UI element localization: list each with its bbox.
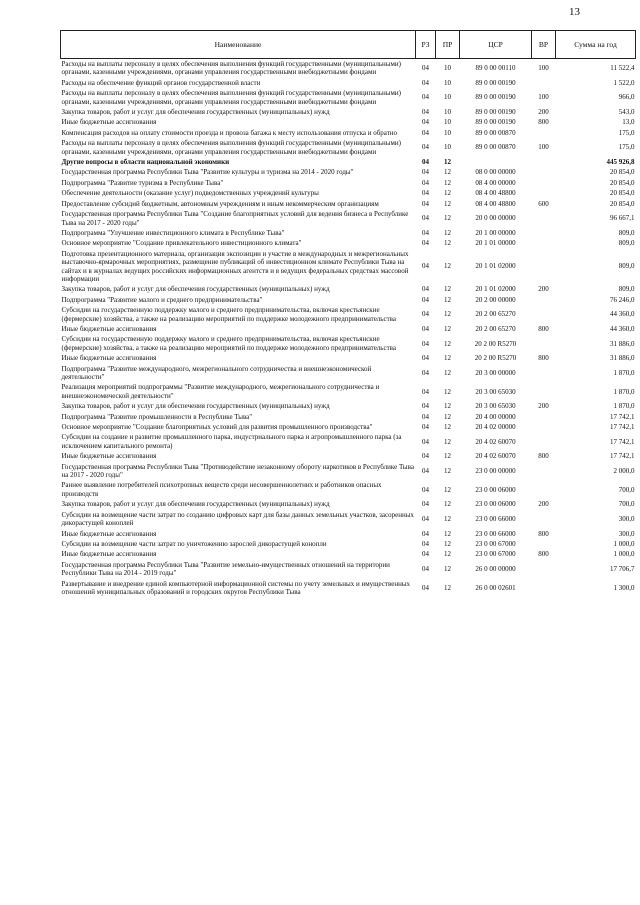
row-sum: 1 000,0 bbox=[613, 539, 635, 548]
row-pr: 12 bbox=[444, 529, 451, 538]
row-sum: 20 854,0 bbox=[610, 199, 635, 208]
row-vr: 200 bbox=[538, 285, 549, 294]
table-row bbox=[61, 117, 636, 127]
row-vr bbox=[532, 432, 556, 451]
table-row bbox=[61, 353, 636, 363]
row-csr: 08 4 00 00000 bbox=[475, 178, 516, 187]
row-rz: 04 bbox=[422, 178, 429, 187]
row-sum: 1 870,0 bbox=[613, 368, 635, 377]
row-pr: 12 bbox=[444, 412, 451, 421]
row-name: Расходы на выплаты персоналу в целях обеспечения выполнения функций государственными (муниципальными) органами, казенными учреждениями, органами управления государственными внебюджетными фондами bbox=[61, 60, 402, 77]
row-name: Государственная программа Республики Тыва "Развитие культуры и туризма на 2014 - 2020 годы" bbox=[61, 168, 354, 177]
row-vr: 800 bbox=[538, 354, 549, 363]
row-name: Подпрограмма "Улучшение инвестиционного климата в Республике Тыва" bbox=[61, 228, 285, 237]
table-row bbox=[61, 480, 636, 499]
row-csr: 20 3 00 00000 bbox=[475, 368, 516, 377]
row-csr: 26 0 00 00000 bbox=[475, 564, 516, 573]
row-vr bbox=[532, 157, 556, 167]
row-name: Расходы на выплаты персоналу в целях обеспечения выполнения функций государственными (муниципальными) органами, казенными учреждениями, органами управления государственными внебюджетными фондами bbox=[61, 89, 402, 106]
row-pr: 12 bbox=[444, 514, 451, 523]
row-rz: 04 bbox=[422, 128, 429, 137]
row-csr: 23 0 00 66000 bbox=[475, 529, 516, 538]
row-csr: 20 1 00 00000 bbox=[475, 228, 516, 237]
row-pr: 12 bbox=[444, 437, 451, 446]
row-name: Субсидии на государственную поддержку малого и среднего предпринимательства, включая крестьянские (фермерские) хозяйства, а также на реализацию мероприятий по поддержке молодежного предпринимательства bbox=[61, 306, 396, 323]
row-sum: 17 742,1 bbox=[610, 412, 635, 421]
row-sum: 20 854,0 bbox=[610, 178, 635, 187]
row-name: Подпрограмма "Развитие туризма в Республике Тыва" bbox=[61, 178, 224, 187]
row-sum: 17 742,1 bbox=[610, 423, 635, 432]
row-pr: 12 bbox=[444, 239, 451, 248]
row-name: Иные бюджетные ассигнования bbox=[61, 354, 157, 363]
row-csr: 23 0 00 06000 bbox=[475, 500, 516, 509]
table-header-row bbox=[61, 31, 636, 59]
row-csr bbox=[460, 157, 532, 167]
row-name: Иные бюджетные ассигнования bbox=[61, 529, 157, 538]
row-pr: 12 bbox=[444, 387, 451, 396]
row-rz: 04 bbox=[422, 423, 429, 432]
table-row bbox=[61, 412, 636, 422]
row-vr bbox=[532, 334, 556, 353]
row-vr bbox=[532, 128, 556, 138]
table-row bbox=[61, 209, 636, 228]
row-csr: 20 2 00 R5270 bbox=[474, 339, 517, 348]
row-csr: 20 1 01 02000 bbox=[475, 285, 516, 294]
row-name: Субсидии на возмещение части затрат по уничтожению зарослей дикорастущей конопли bbox=[61, 539, 327, 548]
row-rz: 04 bbox=[422, 368, 429, 377]
table-row bbox=[61, 107, 636, 117]
row-pr: 12 bbox=[444, 262, 451, 271]
row-vr bbox=[532, 209, 556, 228]
row-sum: 17 742,1 bbox=[610, 452, 635, 461]
row-pr: 10 bbox=[444, 78, 451, 87]
row-csr: 20 4 02 60070 bbox=[475, 452, 516, 461]
row-sum: 966,0 bbox=[618, 93, 635, 102]
row-name: Субсидии на возмещение части затрат по созданию цифровых карт для базы данных земельных участков, засоренных дикорастущей коноплей bbox=[61, 510, 414, 528]
col-header-vr: ВР bbox=[532, 31, 556, 59]
row-name: Государственная программа Республики Тыва "Создание благоприятных условий для ведения бизнеса в Республике Тыва на 2017 - 2020 годы" bbox=[61, 210, 409, 227]
row-sum: 300,0 bbox=[618, 529, 635, 538]
row-sum: 2 000,0 bbox=[613, 466, 635, 475]
row-csr: 89 0 00 00870 bbox=[475, 143, 516, 152]
row-vr bbox=[532, 228, 556, 238]
row-pr: 12 bbox=[444, 178, 451, 187]
table-row bbox=[61, 228, 636, 238]
row-vr bbox=[532, 539, 556, 549]
row-csr: 20 1 01 00000 bbox=[475, 239, 516, 248]
row-vr bbox=[532, 422, 556, 432]
row-vr bbox=[532, 188, 556, 198]
table-row bbox=[61, 364, 636, 383]
row-vr: 600 bbox=[538, 199, 549, 208]
row-csr: 20 2 00 00000 bbox=[475, 295, 516, 304]
row-pr: 12 bbox=[444, 423, 451, 432]
table-row bbox=[61, 324, 636, 334]
row-sum: 44 360,0 bbox=[610, 310, 635, 319]
row-name: Подпрограмма "Развитие международного, межрегионального сотрудничества и внешнеэкономической деятельности" bbox=[61, 364, 372, 381]
table-row bbox=[61, 529, 636, 539]
row-vr bbox=[532, 167, 556, 177]
row-csr: 08 0 00 00000 bbox=[475, 168, 516, 177]
row-csr: 08 4 00 48800 bbox=[475, 199, 516, 208]
row-csr: 89 0 00 00190 bbox=[475, 78, 516, 87]
row-pr: 10 bbox=[444, 108, 451, 117]
row-sum: 1 300,0 bbox=[613, 583, 635, 592]
row-sum: 809,0 bbox=[618, 239, 635, 248]
row-name: Компенсация расходов на оплату стоимости проезда и провоза багажа к месту использования отпуска и обратно bbox=[61, 128, 398, 137]
row-sum: 44 360,0 bbox=[610, 324, 635, 333]
table-row bbox=[61, 499, 636, 509]
row-csr: 23 0 00 67000 bbox=[475, 550, 516, 559]
row-vr: 100 bbox=[538, 143, 549, 152]
table-row bbox=[61, 128, 636, 138]
row-name: Предоставление субсидий бюджетным, автономным учреждениям и иным некоммерческим организациям bbox=[61, 199, 379, 208]
row-name: Иные бюджетные ассигнования bbox=[61, 550, 157, 559]
row-sum: 1 870,0 bbox=[613, 387, 635, 396]
row-pr: 12 bbox=[444, 452, 451, 461]
row-rz: 04 bbox=[422, 514, 429, 523]
row-pr: 12 bbox=[444, 550, 451, 559]
row-name: Основное мероприятие "Создание благоприятных условий для развития промышленного производства" bbox=[61, 423, 373, 432]
row-sum: 1 870,0 bbox=[613, 402, 635, 411]
row-name: Государственная программа Республики Тыва "Развитие земельно-имущественных отношений на территории Республики Тыва на 2014 - 2019 годы" bbox=[61, 560, 390, 578]
row-name: Закупка товаров, работ и услуг для обеспечения государственных (муниципальных) нужд bbox=[61, 285, 330, 294]
row-rz: 04 bbox=[422, 437, 429, 446]
row-vr: 800 bbox=[538, 529, 549, 538]
row-sum: 543,0 bbox=[618, 108, 635, 117]
table-row bbox=[61, 88, 636, 107]
row-vr bbox=[532, 238, 556, 248]
row-rz: 04 bbox=[422, 387, 429, 396]
row-sum: 175,0 bbox=[618, 143, 635, 152]
table-row bbox=[61, 579, 636, 598]
table-row bbox=[61, 78, 636, 88]
row-pr: 12 bbox=[444, 368, 451, 377]
table-row bbox=[61, 422, 636, 432]
row-rz: 04 bbox=[422, 295, 429, 304]
row-csr: 89 0 00 00110 bbox=[475, 64, 516, 73]
row-csr: 20 4 02 00000 bbox=[475, 423, 516, 432]
col-header-pr: ПР bbox=[436, 31, 460, 59]
row-sum: 700,0 bbox=[618, 485, 635, 494]
table-row bbox=[61, 238, 636, 248]
row-rz: 04 bbox=[422, 324, 429, 333]
table-row bbox=[61, 401, 636, 411]
table-row bbox=[61, 539, 636, 549]
row-name: Субсидии на создание и развитие промышленного парка, индустриального парка и агропромышленного парка (за исключением капитального ремонта) bbox=[61, 433, 402, 450]
row-rz: 04 bbox=[422, 550, 429, 559]
row-vr bbox=[532, 412, 556, 422]
row-csr: 23 0 00 00000 bbox=[475, 466, 516, 475]
table-row bbox=[61, 382, 636, 401]
row-pr: 12 bbox=[444, 339, 451, 348]
row-pr: 12 bbox=[444, 214, 451, 223]
row-name: Реализация мероприятий подпрограммы "Развитие международного, межрегионального сотрудничества и внешнеэкономической деятельности" bbox=[61, 383, 380, 400]
row-pr: 12 bbox=[444, 189, 451, 198]
row-csr: 20 1 01 02000 bbox=[475, 262, 516, 271]
row-csr: 20 4 02 60070 bbox=[475, 437, 516, 446]
table-row bbox=[61, 157, 636, 167]
row-pr: 10 bbox=[444, 64, 451, 73]
row-csr: 20 3 00 65030 bbox=[475, 387, 516, 396]
row-vr: 800 bbox=[538, 118, 549, 127]
row-sum: 809,0 bbox=[618, 228, 635, 237]
table-row bbox=[61, 249, 636, 285]
col-header-name: Наименование bbox=[61, 31, 416, 59]
row-sum: 96 667,1 bbox=[610, 214, 635, 223]
row-pr: 12 bbox=[444, 354, 451, 363]
row-rz: 04 bbox=[422, 118, 429, 127]
row-vr bbox=[532, 78, 556, 88]
row-name: Иные бюджетные ассигнования bbox=[61, 324, 157, 333]
budget-table bbox=[60, 30, 636, 597]
table-row bbox=[61, 305, 636, 324]
row-vr: 800 bbox=[538, 324, 549, 333]
row-sum: 31 886,0 bbox=[610, 354, 635, 363]
row-rz: 04 bbox=[422, 78, 429, 87]
row-sum: 20 854,0 bbox=[610, 189, 635, 198]
row-rz: 04 bbox=[422, 189, 429, 198]
row-rz: 04 bbox=[422, 228, 429, 237]
row-name: Другие вопросы в области национальной экономики bbox=[61, 158, 230, 167]
row-rz: 04 bbox=[422, 108, 429, 117]
row-csr: 89 0 00 00190 bbox=[475, 108, 516, 117]
row-name: Государственная программа Республики Тыва "Противодействие незаконному обороту наркотиков в Республике Тыва на 2017 - 2020 годы" bbox=[61, 462, 414, 480]
row-pr: 12 bbox=[444, 466, 451, 475]
row-name: Основное мероприятие "Создание привлекательного инвестиционного климата" bbox=[61, 239, 302, 248]
row-name: Подпрограмма "Развитие малого и среднего предпринимательства" bbox=[61, 295, 263, 304]
row-rz: 04 bbox=[422, 199, 429, 208]
row-rz: 04 bbox=[422, 402, 429, 411]
row-sum: 1 522,0 bbox=[613, 78, 635, 87]
row-rz: 04 bbox=[422, 93, 429, 102]
row-pr: 12 bbox=[444, 500, 451, 509]
table-row bbox=[61, 178, 636, 188]
row-sum: 76 246,0 bbox=[610, 295, 635, 304]
row-vr bbox=[532, 249, 556, 285]
row-pr: 12 bbox=[444, 285, 451, 294]
row-pr: 12 bbox=[444, 295, 451, 304]
row-csr: 89 0 00 00190 bbox=[475, 93, 516, 102]
row-sum: 17 706,7 bbox=[610, 564, 635, 573]
row-rz: 04 bbox=[422, 354, 429, 363]
row-csr: 20 0 00 00000 bbox=[475, 214, 516, 223]
row-rz: 04 bbox=[422, 158, 429, 167]
row-rz: 04 bbox=[422, 64, 429, 73]
row-vr: 200 bbox=[538, 500, 549, 509]
row-vr: 200 bbox=[538, 402, 549, 411]
row-rz: 04 bbox=[422, 285, 429, 294]
table-row bbox=[61, 462, 636, 481]
row-pr: 10 bbox=[444, 143, 451, 152]
row-vr bbox=[532, 510, 556, 529]
row-csr: 26 0 00 02601 bbox=[475, 583, 516, 592]
row-csr: 08 4 00 48800 bbox=[475, 189, 516, 198]
row-sum: 20 854,0 bbox=[610, 168, 635, 177]
row-rz: 04 bbox=[422, 262, 429, 271]
row-name: Подпрограмма "Развитие промышленности в Республике Тыва" bbox=[61, 412, 253, 421]
row-vr bbox=[532, 295, 556, 305]
row-rz: 04 bbox=[422, 500, 429, 509]
table-row bbox=[61, 188, 636, 198]
table-row bbox=[61, 59, 636, 78]
table-row bbox=[61, 451, 636, 461]
row-rz: 04 bbox=[422, 143, 429, 152]
row-rz: 04 bbox=[422, 452, 429, 461]
row-vr: 100 bbox=[538, 93, 549, 102]
row-csr: 20 2 00 65270 bbox=[475, 310, 516, 319]
row-sum: 700,0 bbox=[618, 500, 635, 509]
row-vr bbox=[532, 480, 556, 499]
row-rz: 04 bbox=[422, 214, 429, 223]
row-name: Закупка товаров, работ и услуг для обеспечения государственных (муниципальных) нужд bbox=[61, 108, 330, 117]
col-header-rz: РЗ bbox=[416, 31, 436, 59]
row-pr: 12 bbox=[444, 199, 451, 208]
row-sum: 13,0 bbox=[622, 118, 635, 127]
row-pr: 12 bbox=[444, 583, 451, 592]
row-rz: 04 bbox=[422, 168, 429, 177]
row-csr: 89 0 00 00870 bbox=[475, 128, 516, 137]
table-row bbox=[61, 510, 636, 529]
row-name: Закупка товаров, работ и услуг для обеспечения государственных (муниципальных) нужд bbox=[61, 500, 330, 509]
col-header-sum: Сумма на год bbox=[556, 31, 636, 59]
row-pr: 12 bbox=[444, 310, 451, 319]
table-row bbox=[61, 560, 636, 579]
row-rz: 04 bbox=[422, 564, 429, 573]
row-rz: 04 bbox=[422, 412, 429, 421]
row-pr: 12 bbox=[444, 168, 451, 177]
row-vr bbox=[532, 178, 556, 188]
row-name: Подготовка презентационного материала, организация экспозиции и участие в международных и межрегиональных выставочно-ярмарочных мероприятиях, размещение публикаций об инвестиционном климате Республики Тыва на сайтах и в журналах ведущих российских информационных агентств и в ведущих федеральных средствах массовой информации bbox=[61, 249, 409, 283]
row-rz: 04 bbox=[422, 239, 429, 248]
row-sum: 17 742,1 bbox=[610, 437, 635, 446]
row-name: Расходы на выплаты персоналу в целях обеспечения выполнения функций государственными (муниципальными) органами, казенными учреждениями, органами управления государственными внебюджетными фондами bbox=[61, 139, 402, 156]
table-row bbox=[61, 334, 636, 353]
row-vr bbox=[532, 462, 556, 481]
row-csr: 20 2 00 65270 bbox=[475, 324, 516, 333]
table-row bbox=[61, 432, 636, 451]
table-row bbox=[61, 138, 636, 157]
row-pr: 12 bbox=[444, 564, 451, 573]
row-pr: 12 bbox=[444, 485, 451, 494]
row-sum: 175,0 bbox=[618, 128, 635, 137]
table-row bbox=[61, 199, 636, 209]
row-rz: 04 bbox=[422, 539, 429, 548]
row-sum: 809,0 bbox=[618, 285, 635, 294]
row-sum: 31 886,0 bbox=[610, 339, 635, 348]
row-vr bbox=[532, 560, 556, 579]
row-pr: 12 bbox=[444, 324, 451, 333]
row-vr: 800 bbox=[538, 550, 549, 559]
row-sum: 11 522,4 bbox=[610, 64, 635, 73]
row-vr: 800 bbox=[538, 452, 549, 461]
row-csr: 23 0 00 66000 bbox=[475, 514, 516, 523]
row-csr: 20 2 00 R5270 bbox=[474, 354, 517, 363]
row-csr: 23 0 00 67000 bbox=[475, 539, 516, 548]
row-pr: 12 bbox=[444, 228, 451, 237]
row-vr: 200 bbox=[538, 108, 549, 117]
row-rz: 04 bbox=[422, 529, 429, 538]
row-name: Развертывание и внедрение единой компьютерной информационной системы по учету земельных и имущественных отношений муниципальных образований и городских округов Республики Тыва bbox=[61, 579, 411, 596]
row-name: Субсидии на государственную поддержку малого и среднего предпринимательства, включая крестьянские (фермерские) хозяйства, а также на реализацию мероприятий по поддержке молодежного предпринимательства bbox=[61, 335, 396, 352]
row-vr bbox=[532, 364, 556, 383]
row-csr: 23 0 00 06000 bbox=[475, 485, 516, 494]
row-sum: 300,0 bbox=[618, 514, 635, 523]
table-body bbox=[61, 59, 636, 598]
row-sum: 1 000,0 bbox=[613, 550, 635, 559]
row-pr: 10 bbox=[444, 93, 451, 102]
row-sum: 445 926,8 bbox=[606, 158, 635, 167]
table-row bbox=[61, 167, 636, 177]
row-name: Обеспечение деятельности (оказание услуг) подведомственных учреждений культуры bbox=[61, 189, 319, 198]
row-pr: 10 bbox=[444, 118, 451, 127]
row-sum: 809,0 bbox=[618, 262, 635, 271]
row-csr: 20 4 00 00000 bbox=[475, 412, 516, 421]
row-name: Раннее выявление потребителей психотропных веществ среди несовершеннолетних и работников опасных производств bbox=[61, 481, 382, 498]
row-pr: 12 bbox=[444, 539, 451, 548]
page-number: 13 bbox=[569, 6, 580, 18]
row-name: Иные бюджетные ассигнования bbox=[61, 118, 157, 127]
row-vr bbox=[532, 579, 556, 598]
row-rz: 04 bbox=[422, 485, 429, 494]
table-row bbox=[61, 284, 636, 294]
table-row bbox=[61, 549, 636, 559]
row-csr: 20 3 00 65030 bbox=[475, 402, 516, 411]
row-pr: 12 bbox=[444, 402, 451, 411]
row-vr: 100 bbox=[538, 64, 549, 73]
row-vr bbox=[532, 382, 556, 401]
row-rz: 04 bbox=[422, 466, 429, 475]
row-name: Закупка товаров, работ и услуг для обеспечения государственных (муниципальных) нужд bbox=[61, 402, 330, 411]
row-pr: 10 bbox=[444, 128, 451, 137]
row-csr: 89 0 00 00190 bbox=[475, 118, 516, 127]
col-header-csr: ЦСР bbox=[460, 31, 532, 59]
table-row bbox=[61, 295, 636, 305]
row-rz: 04 bbox=[422, 339, 429, 348]
row-rz: 04 bbox=[422, 310, 429, 319]
row-pr: 12 bbox=[444, 158, 451, 167]
row-rz: 04 bbox=[422, 583, 429, 592]
row-vr bbox=[532, 305, 556, 324]
row-name: Иные бюджетные ассигнования bbox=[61, 452, 157, 461]
row-name: Расходы на обеспечение функций органов государственной власти bbox=[61, 78, 261, 87]
